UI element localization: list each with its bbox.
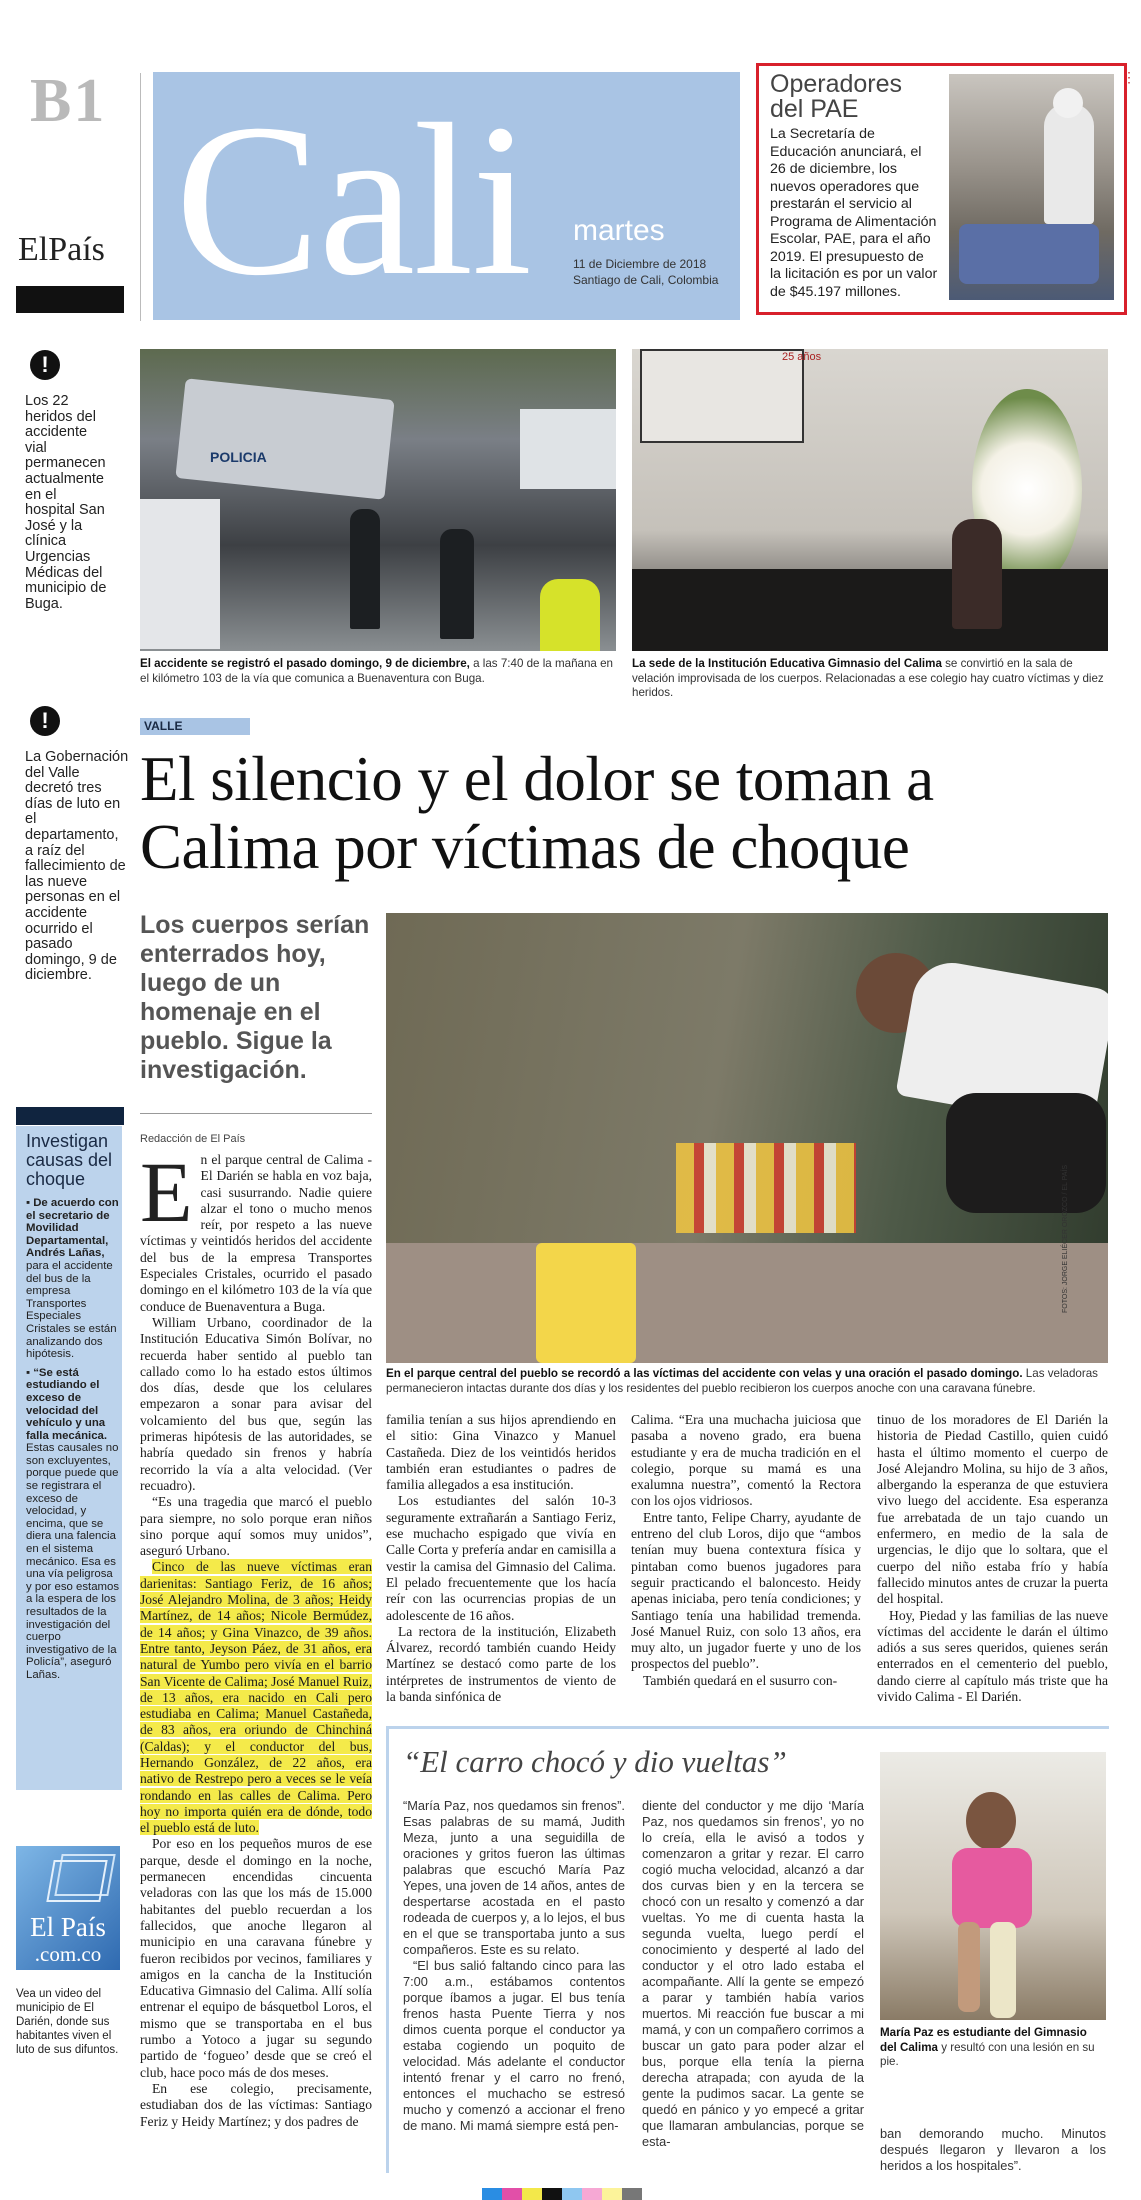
- kicker: VALLE: [140, 718, 250, 735]
- menu-dots-icon[interactable]: ⋮: [1122, 71, 1136, 86]
- byline: Redacción de El País: [140, 1133, 246, 1145]
- paper-logo: ElPaís: [18, 231, 105, 268]
- column-3: [631, 1412, 861, 1689]
- quote-title: “El carro chocó y dio vueltas”: [403, 1744, 787, 1779]
- caption-candles-bold: En el parque central del pueblo se recordó a las víctimas del accidente con velas y una oración el pasado domingo.: [386, 1367, 1023, 1380]
- quote-para-3: diente del conductor y me dijo ‘María Paz, nos quedamos sin frenos’, yo no lo creía, ella le avisó a todos y comenzaron a gritar y rezar. El carro cogió mucha velocidad, alcanzó a dar dos curvas bien y en la tercera se chocó con un resalto y comenzó a dar vueltas. Yo me di cuenta hasta la segunda vuelta, luego perdí el conocimiento y desperté al lado del conductor y el otro lado estaba el acompañante. Allí la gente se empezó a parar y también había varios muertos. Mi reacción fue buscar a mi mamá, y con un compañero corrimos a buscar un gato para poder alzar el bus, porque ella tenía la pierna derecha atrapada; con ayuda de la gente la pudimos sacar. La gente se quedó en pánico y yo empecé a gritar que llamaran ambulancias, porque se esta-: [642, 1798, 864, 2149]
- quote-col-1: [403, 1798, 625, 2134]
- quote-col-2: [642, 1798, 864, 2150]
- para-1: n el parque central de Calima - El Darién se habla en voz baja, casi susurrando. Nadie quiere alzar el tono o mucho menos reír, por respeto a las nueve víctimas y veintidós heridos del accidente del bus de la empresa Transportes Especiales Cristales, ocurrido el pasado domingo en el kilómetro 103 de la vía que conduce de Buenaventura a Buga.: [140, 1152, 372, 1314]
- deck-divider: [140, 1113, 372, 1114]
- promo-text: Vea un video del municipio de El Darién, donde sus habitantes viven el luto de sus difuntos.: [16, 1988, 119, 2056]
- photo-credit: FOTOS: JORGE ELIÉCER OROZCO / EL PAÍS: [1062, 1164, 1069, 1313]
- section-date: 11 de Diciembre de 2018: [573, 257, 707, 271]
- photo-girl: [880, 1752, 1106, 2020]
- caption-girl: [880, 2026, 1106, 2070]
- sidebar-title: Investigan causas del choque: [26, 1131, 113, 1189]
- para-4: [140, 1559, 372, 1836]
- caption-accident-text: a las 7:40 de la mañana en el kilómetro 103 de la vía que comunica a Buenaventura con Buga.: [140, 657, 613, 685]
- para-2: William Urbano, coordinador de la Institución Educativa Simón Bolívar, no recuerda haber sentido al pueblo tan callado como lo ha estado estos últimos dos días, desde que los celulares empezaron a sonar para avisar del volcamiento del bus que, según las primeras hipótesis de las autoridades, se habría quedado sin frenos y habría recorrido la vía a alta velocidad. (Ver recuadro).: [140, 1314, 372, 1493]
- photo-accident: [140, 349, 616, 651]
- column-4: [877, 1412, 1108, 1705]
- c2-para-1: familia tenían a sus hijos aprendiendo en el sitio: Gina Vinazco y Manuel Castañeda. Diez de los veintidós heridos también eran estudiantes o padres de familia allegados a esa institución.: [386, 1412, 616, 1493]
- section-day: martes: [573, 214, 665, 247]
- c4-para-2: Hoy, Piedad y las familias de las nueve víctimas del accidente le darán el último adiós a sus seres queridos, quienes serán enterrados en el cementerio del pueblo, dando cierre al capítulo más triste que ha vivido Calima - El Darién.: [877, 1607, 1108, 1705]
- section-place: Santiago de Cali, Colombia: [573, 273, 719, 287]
- promo-card[interactable]: [16, 1846, 120, 1970]
- c3-para-3: También quedará en el susurro con-: [643, 1672, 838, 1688]
- print-color-bar: [482, 2188, 642, 2200]
- promo-domain: .com.co: [34, 1942, 102, 1966]
- highlighted-victims: Cinco de las nueve víctimas eran darienitas: Santiago Feriz, de 16 años; José Alejandro Molina, de 3 años; Heidy Martínez, de 14 años; Nicole Bermúdez, de 14 años; y Gina Vinazco, de 39 años. Entre tanto, Jeyson Páez, de 31 años, era natural de Yumbo pero vivía en el barrio San Vicente de Calima; José Manuel Ruiz, de 13 años, era nacido en Cali pero estudiaba en Calima; Manuel Castañeda, de 83 años, era oriundo de Chinchiná (Caldas); y el conductor del bus, Hernando González, de 22 años, era nativo de Restrepo pero a veces se le veía rondando en las calles de Calima. Pero hoy no importa quién era de dónde, todo el pueblo está de luto.: [140, 1559, 372, 1836]
- teaser-photo: [949, 74, 1114, 300]
- quote-para-1: “María Paz, nos quedamos sin frenos”. Esas palabras de su mamá, Judith Meza, junto a una seguidilla de oraciones y gritos fueron las últimas palabras que escuchó María Paz Yepes, una joven de 14 años, antes de despertarse acostada en el pasto rodeada de cuerpos y, a lo lejos, el bus en el que se transportaba junto a sus compañeros. Este es su relato.: [403, 1798, 625, 1957]
- plaque-text: 25 años: [782, 351, 822, 363]
- teaser-title: Operadores del PAE: [770, 70, 903, 123]
- para-5: Por eso en los pequeños muros de ese parque, desde el domingo en la noche, permanecen encendidas cincuenta veladoras con las que los más de 15.000 habitantes del pueblo recuerdan a los fallecidos, que anoche llegaron al municipio en una caravana fúnebre y fueron recibidos por vecinos, familiares y amigos en la cancha de la Institución Educativa Gimnasio del Calima. Allí solía entrenar el equipo de básquetbol Loros, el mismo que se transportaba en el bus rumbo a Yotoco a jugar su segundo partido de ‘fogueo’ desde que se creó el club, hace poco más de dos meses.: [140, 1836, 372, 2080]
- sidebar-topbar: [16, 1107, 124, 1125]
- section-banner: [153, 72, 740, 320]
- photo-candles: [386, 913, 1108, 1363]
- c2-para-2: Los estudiantes del salón 10-3 seguramente extrañarán a Santiago Feriz, ese muchacho espigado que vivía en Calle Corta y prefería andar en camisilla a vestir la camisa del Gimnasio del Calima. El pelado frecuentemente que los hacía reír con las ocurrencias propias de un adolescente de 16 años.: [386, 1493, 616, 1623]
- caption-candles: [386, 1367, 1108, 1396]
- page-code: B1: [30, 67, 107, 135]
- deck: Los cuerpos serían enterrados hoy, luego de un homenaje en el pueblo. Sigue la investigación.: [140, 911, 370, 1084]
- c3-para-1: Calima. “Era una muchacha juiciosa que pasaba a noveno grado, era buena estudiante y era de mucha tradición en el colegio, porque su mamá es una exalumna nuestra”, comentó la Rectora con los ojos vidriosos.: [631, 1412, 861, 1509]
- alert-icon: !: [30, 350, 60, 380]
- column-2: [386, 1412, 616, 1705]
- photo-wake: [632, 349, 1108, 651]
- police-sign: POLICIA: [210, 449, 267, 465]
- caption-accident: [140, 657, 616, 686]
- note-2: La Gobernación del Valle decretó tres días de luto en el departamento, a raíz del fallecimiento de las nueve personas en el accidente ocurrido el pasado domingo, 9 de diciembre.: [25, 749, 129, 984]
- headline: El silencio y el dolor se toman a Calima por víctimas de choque: [140, 744, 934, 882]
- quote-para-4: ban demorando mucho. Minutos después llegaron y llevaron a los heridos a los hospitales”.: [880, 2126, 1106, 2173]
- promo-brand: El País: [30, 1912, 106, 1942]
- c4-para-1: tinuo de los moradores de El Darién la historia de Piedad Castillo, quien cuidó hasta el último momento el cuerpo de José Alejandro Molina, su hijo de 3 años, albergando la esperanza de que estuviera vivo luego del accidente. Esa esperanza fue arrebatada de un tajo cuando un enfermero, en medio de la sala de urgencias, le dijo que lo soltara, que el cuerpo del niño estaba frío y había fallecido minutos antes de cruzar la puerta del hospital.: [877, 1412, 1108, 1607]
- dropcap: E: [140, 1144, 193, 1240]
- caption-girl-bold: María Paz es estudiante del Gimnasio del Calima: [880, 2026, 1087, 2054]
- sidebar-bullet-2: ▪ “Se está estudiando el exceso de velocidad del vehículo y una falla mecánica. Estas causales no son excluyentes, porque puede que se registrara el exceso de velocidad, y encima, que se diera una falencia en el sistema mecánico. Esa es una vía peligrosa y por eso estamos a la espera de los resultados de la investigación del cuerpo investigativo de la Policía”, aseguró Lañas.: [26, 1366, 120, 1681]
- caption-wake: [632, 657, 1108, 701]
- column-1: [140, 1144, 372, 2130]
- caption-wake-text: se convirtió en la sala de velación improvisada de los cuerpos. Relacionadas a ese colegio hay cuatro víctimas y diez heridos.: [632, 657, 1104, 699]
- para-6: En ese colegio, precisamente, estudiaban dos de las víctimas: Santiago Feriz y Heidy Martínez; y dos padres de: [140, 2080, 372, 2129]
- c2-para-3: La rectora de la institución, Elizabeth Álvarez, recordó también cuando Heidy Martínez se destacó como parte de los intérpretes de instrumentos de viento de la banda sinfónica de: [386, 1623, 616, 1705]
- sidebar-bullet-1: ▪ De acuerdo con el secretario de Movilidad Departamental, Andrés Lañas, para el accidente del bus de la empresa Transportes Especiales Cristales se están analizando dos hipótesis.: [26, 1197, 119, 1361]
- caption-girl-text: y resultó con una lesión en su pie.: [880, 2040, 1095, 2068]
- para-3: “Es una tragedia que marcó el pueblo para siempre, no solo porque eran niños sino porque aquí somos muy unidos”, aseguró Urbano.: [140, 1494, 372, 1559]
- caption-wake-bold: La sede de la Institución Educativa Gimnasio del Calima: [632, 657, 942, 670]
- c3-para-2: Entre tanto, Felipe Charry, ayudante de entreno del club Loros, dijo que “ambos tenían muy buena contextura física y pintaban como buenos jugadores para seguir practicando el baloncesto. Heidy apenas iniciaba, pero tenía condiciones; y Santiago tenía una habilidad tremenda. José Manuel Ruiz, con solo 13 años, era muy alto, un jugador fuerte y uno de los prospectos del pueblo”.: [631, 1509, 861, 1672]
- masthead-divider: [140, 73, 141, 321]
- teaser-body: La Secretaría de Educación anunciará, el 26 de diciembre, los nuevos operadores que prestarán el servicio al Programa de Alimentación Escolar, PAE, para el año 2019. El presupuesto de la licitación es por un valor de $45.197 millones.: [770, 126, 938, 300]
- logo-bar: [16, 286, 124, 313]
- sidebar-box: [16, 1126, 122, 1790]
- caption-candles-text: Las veladoras permanecieron intactas durante dos días y los residentes del pueblo recibieron los cuerpos anoche con una caravana fúnebre.: [386, 1367, 1098, 1395]
- quote-col-3: [880, 2126, 1106, 2174]
- promo-pages-icon-2: [46, 1860, 107, 1902]
- teaser-box[interactable]: [756, 63, 1127, 315]
- note-1: Los 22 heridos del accidente vial permanecen actualmente en el hospital San José y la clínica Urgencias Médicas del municipio de Buga.: [25, 393, 107, 612]
- alert-icon-2: !: [30, 706, 60, 736]
- caption-accident-bold: El accidente se registró el pasado domingo, 9 de diciembre,: [140, 657, 470, 670]
- section-title: Cali: [175, 80, 531, 320]
- quote-para-2: “El bus salió faltando cinco para las 7:00 a.m., estábamos contentos porque íbamos a jugar. El bus tenía frenos hasta Puente Tierra y nos dimos cuenta porque el conductor ya estaba cogiendo un poquito de velocidad. Más adelante el conductor intentó frenar y el carro no frenó, entonces el muchacho se estresó mucho y comenzó a accionar el freno de mano. Mi mamá siempre está pen-: [403, 1958, 625, 2133]
